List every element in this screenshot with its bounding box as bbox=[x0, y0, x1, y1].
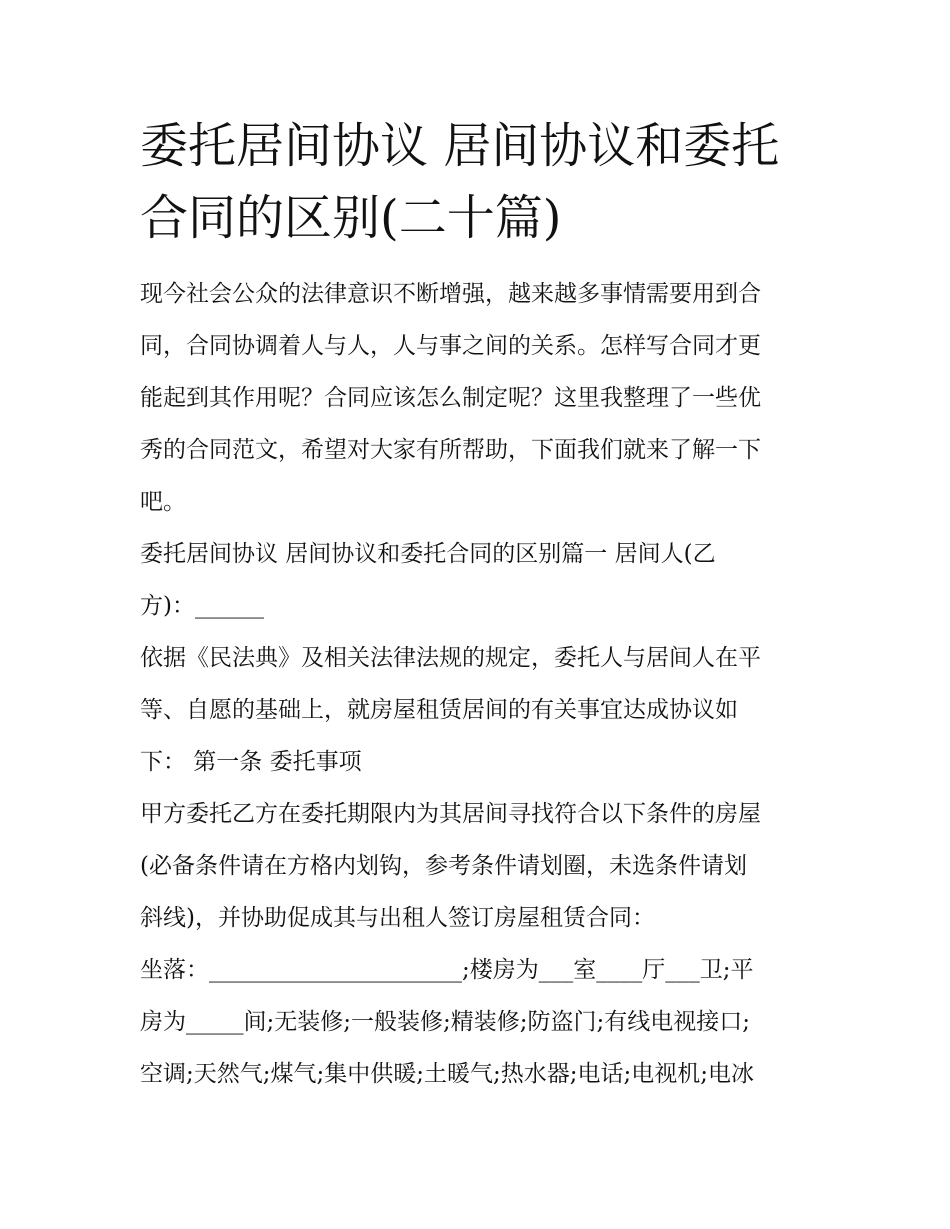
text-line: 能起到其作用呢？合同应该怎么制定呢？这里我整理了一些优 bbox=[140, 385, 761, 411]
text-line: 空调;天然气;煤气;集中供暖;土暖气;热水器;电话;电视机;电冰 bbox=[140, 1061, 754, 1087]
intro-paragraph bbox=[140, 268, 820, 528]
document-page bbox=[140, 110, 820, 1100]
text-line: (必备条件请在方格内划钩，参考条件请划圈，未选条件请划 bbox=[140, 853, 747, 879]
text-line: 委托居间协议 居间协议和委托合同的区别篇一 居间人(乙 bbox=[140, 541, 716, 567]
legal-basis-paragraph bbox=[140, 632, 820, 788]
text-line: 秀的合同范文，希望对大家有所帮助，下面我们就来了解一下 bbox=[140, 437, 761, 463]
title-line: 委托居间协议 居间协议和委托 bbox=[140, 118, 780, 174]
text-line: 坐落：______________________;楼房为___室____厅___卫;平 bbox=[140, 957, 754, 983]
text-line: 现今社会公众的法律意识不断增强，越来越多事情需要用到合 bbox=[140, 281, 761, 307]
commission-paragraph bbox=[140, 788, 820, 944]
text-line: 房为_____间;无装修;一般装修;精装修;防盗门;有线电视接口; bbox=[140, 1009, 750, 1035]
text-line: 同，合同协调着人与人，人与事之间的关系。怎样写合同才更 bbox=[140, 333, 761, 359]
text-line: 方)：______ bbox=[140, 593, 264, 619]
text-line: 吧。 bbox=[140, 489, 186, 515]
section-heading-paragraph bbox=[140, 528, 820, 632]
text-line: 依据《民法典》及相关法律法规的规定，委托人与居间人在平 bbox=[140, 645, 761, 671]
document-body bbox=[140, 268, 820, 1100]
title-line: 合同的区别(二十篇) bbox=[140, 190, 562, 246]
text-line: 等、自愿的基础上，就房屋租赁居间的有关事宜达成协议如 bbox=[140, 697, 738, 723]
text-line: 斜线)，并协助促成其与出租人签订房屋租赁合同： bbox=[140, 905, 655, 931]
document-title bbox=[140, 110, 820, 254]
property-conditions-paragraph bbox=[140, 944, 820, 1100]
text-line: 甲方委托乙方在委托期限内为其居间寻找符合以下条件的房屋 bbox=[140, 801, 761, 827]
text-line: 下： 第一条 委托事项 bbox=[140, 749, 362, 775]
